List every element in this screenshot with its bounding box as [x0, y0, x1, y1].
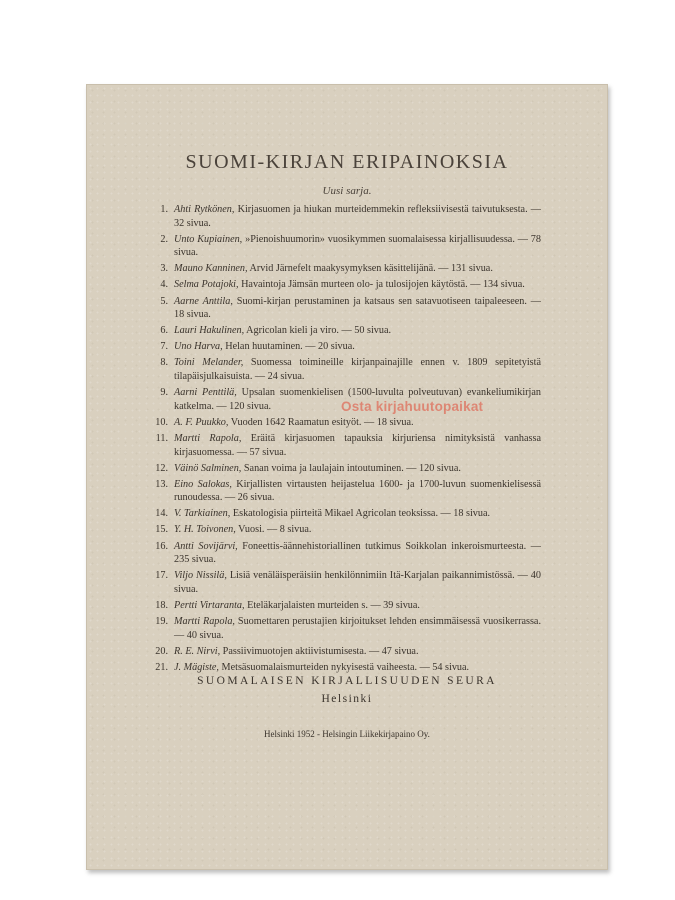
entry-text: Eskatologisia piirteitä Mikael Agricolan teoksissa. — 18 sivua.: [230, 508, 491, 520]
publisher-name: SUOMALAISEN KIRJALLISUUDEN SEURA: [197, 675, 497, 687]
entry-number: 13.: [155, 478, 168, 490]
entry-number: 15.: [155, 524, 168, 536]
watermark-text: Osta kirjahuutopaikat: [341, 399, 484, 414]
entry-number: 1.: [160, 204, 168, 215]
entry-text: Vuosi. — 8 sivua.: [235, 524, 312, 536]
printer-imprint: Helsinki 1952 - Helsingin Liikekirjapaino Oy.: [264, 729, 430, 739]
list-item: [149, 416, 541, 430]
entry-author: Martti Rapola,: [174, 432, 242, 444]
list-item: [149, 645, 541, 659]
list-item: [149, 203, 541, 230]
entry-text: Kirjallisten virtausten heijastelua 1600- ja 1700-luvun suomenkielisessä runoudessa. — 26 sivua.: [174, 478, 541, 504]
entry-author: Toini Melander,: [174, 357, 244, 369]
entry-number: 2.: [160, 233, 168, 245]
entry-text: Eräitä kirjasuomen tapauksia kirjuriensa nimityksistä vanhassa kirjasuomessa. — 57 sivua.: [174, 432, 541, 458]
cover-title: SUOMI-KIRJAN ERIPAINOKSIA: [185, 151, 509, 173]
entry-number: 16.: [155, 540, 168, 552]
entry-number: 5.: [160, 295, 168, 307]
list-item: [149, 262, 541, 276]
entry-author: A. F. Puukko,: [174, 416, 229, 428]
entry-number: 17.: [155, 570, 168, 582]
entry-number: 18.: [155, 599, 168, 611]
entry-number: 3.: [160, 263, 168, 275]
list-item: [149, 569, 541, 596]
entry-text: Lisiä venäläisperäisiin henkilönnimiin Itä-Karjalan paikannimistössä. — 40 sivua.: [174, 570, 541, 595]
entry-author: Aarne Anttila,: [174, 295, 233, 307]
list-item: [149, 540, 541, 567]
list-item: [149, 324, 541, 338]
entry-text: Metsäsuomalaismurteiden nykyisestä vaiheesta. — 54 sivua.: [218, 661, 470, 673]
entry-author: Selma Potajoki,: [174, 279, 239, 291]
list-item: [149, 340, 541, 354]
entry-text: Suomessa toimineille kirjanpainajille ennen v. 1809 sepitetyistä tilapäisjulkaisuista. — 24 sivua.: [174, 357, 541, 383]
list-item: [149, 661, 541, 675]
entry-number: 8.: [160, 357, 168, 369]
entry-author: J. Mägiste,: [174, 661, 219, 673]
entry-number: 9.: [160, 387, 168, 399]
list-item: [149, 523, 541, 537]
list-item: [149, 432, 541, 459]
entry-author: Martti Rapola,: [174, 616, 235, 628]
list-item: [149, 462, 541, 476]
entry-author: Aarni Penttilä,: [174, 387, 237, 399]
list-item: [149, 615, 541, 642]
entry-number: 12.: [155, 462, 168, 474]
entry-number: 20.: [155, 645, 168, 657]
entry-text: Foneettis-äännehistoriallinen tutkimus Soikkolan inkeroismurteesta. — 235 sivua.: [174, 540, 541, 566]
list-item: [149, 507, 541, 521]
entry-text: »Pienoishuumorin» vuosikymmen suomalaisessa kirjallisuudessa. — 78 sivua.: [174, 233, 541, 259]
entry-number: 7.: [160, 341, 168, 353]
entry-text: Suomettaren perustajien kirjoitukset lehden ensimmäisessä vuosikerrassa. — 40 sivua.: [174, 616, 541, 641]
entry-number: 10.: [155, 416, 168, 428]
entry-author: Lauri Hakulinen,: [174, 325, 245, 337]
entry-author: Uno Harva,: [174, 341, 223, 353]
list-item: [149, 599, 541, 613]
entry-text: Passiivimuotojen aktiivistumisesta. — 47 sivua.: [220, 645, 419, 657]
entry-author: V. Tarkiainen,: [174, 508, 231, 520]
entry-text: Agricolan kieli ja viro. — 50 sivua.: [244, 325, 392, 337]
entry-author: Pertti Virtaranta,: [174, 599, 245, 611]
entry-text: Eteläkarjalaisten murteiden s. — 39 sivua.: [244, 599, 420, 611]
publication-list: [149, 203, 541, 677]
entry-author: Mauno Kanninen,: [174, 263, 248, 275]
entry-text: Upsalan suomenkielisen (1500-luvulta polveutuvan) evankeliumikirjan katkelma. — 120 sivua.: [174, 387, 541, 412]
entry-author: Viljo Nissilä,: [174, 570, 227, 582]
book-back-cover: [86, 84, 608, 870]
entry-text: Vuoden 1642 Raamatun esityöt. — 18 sivua.: [228, 416, 414, 428]
list-item: [149, 478, 541, 505]
entry-author: Väinö Salminen,: [174, 462, 242, 474]
publisher-city: Helsinki: [321, 693, 373, 705]
entry-number: 14.: [155, 508, 168, 520]
entry-number: 11.: [155, 432, 168, 444]
list-item: [149, 233, 541, 260]
entry-number: 4.: [160, 279, 168, 291]
entry-author: R. E. Nirvi,: [174, 645, 221, 657]
entry-author: Eino Salokas,: [174, 478, 232, 490]
list-item: [149, 295, 541, 322]
entry-text: Arvid Järnefelt maakysymyksen käsittelijänä. — 131 sivua.: [247, 263, 493, 275]
list-item: [149, 278, 541, 292]
entry-text: Havaintoja Jämsän murteen olo- ja tulosijojen käytöstä. — 134 sivua.: [238, 279, 525, 291]
entry-author: Y. H. Toivonen,: [174, 524, 236, 536]
entry-text: Suomi-kirjan perustaminen ja katsaus sen satavuotiseen taipaleeseen. — 18 sivua.: [174, 295, 541, 321]
entry-author: Ahti Rytkönen,: [174, 204, 235, 215]
entry-text: Kirjasuomen ja hiukan murteidemmekin refleksiivisestä taivutuksesta. — 32 sivua.: [174, 204, 541, 229]
entry-number: 6.: [160, 325, 168, 337]
entry-author: Antti Sovijärvi,: [174, 540, 238, 552]
entry-text: Helan huutaminen. — 20 sivua.: [222, 341, 355, 353]
series-subtitle: Uusi sarja.: [322, 185, 372, 197]
entry-author: Unto Kupiainen,: [174, 233, 243, 245]
entry-number: 21.: [155, 661, 168, 673]
entry-text: Sanan voima ja laulajain intoutuminen. — 120 sivua.: [241, 462, 461, 474]
entry-number: 19.: [155, 616, 168, 628]
list-item: [149, 356, 541, 383]
